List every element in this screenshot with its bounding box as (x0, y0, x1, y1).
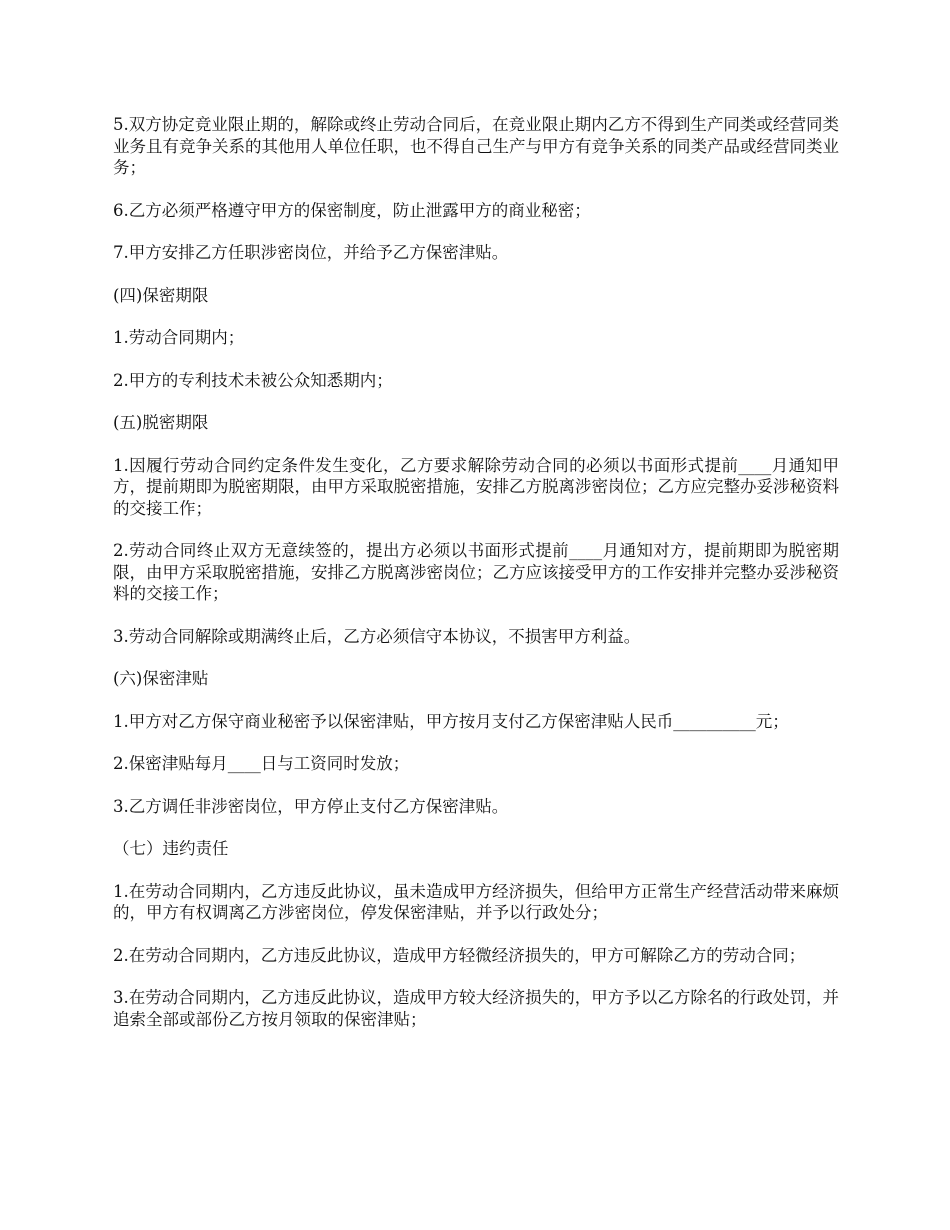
section-heading-liability-for-breach: （七）违约责任 (113, 839, 229, 858)
document-body (113, 114, 839, 1051)
list-item: 2.在劳动合同期内，乙方违反此协议，造成甲方轻微经济损失的，甲方可解除乙方的劳动合同； (113, 945, 806, 965)
section-heading-declassification-period: (五)脱密期限 (113, 413, 209, 432)
list-item: 3.在劳动合同期内，乙方违反此协议，造成甲方较大经济损失的，甲方予以乙方除名的行政处罚，并追索全部或部份乙方按月领取的保密津贴； (113, 988, 839, 1029)
list-item: 1.甲方对乙方保守商业秘密予以保密津贴，甲方按月支付乙方保密津贴人民币__________元； (113, 711, 789, 731)
section-heading-confidentiality-allowance: (六)保密津贴 (113, 669, 209, 688)
list-item: 3.劳动合同解除或期满终止后，乙方必须信守本协议，不损害甲方利益。 (113, 626, 641, 646)
list-item: 3.乙方调任非涉密岗位，甲方停止支付乙方保密津贴。 (113, 796, 509, 816)
list-item: 1.劳动合同期内； (113, 328, 245, 347)
list-item: 2.甲方的专利技术未被公众知悉期内； (113, 370, 393, 390)
list-item: 2.劳动合同终止双方无意续签的，提出方必须以书面形式提前____月通知对方，提前期即为脱密期限，由甲方采取脱密措施，安排乙方脱离涉密岗位；乙方应该接受甲方的工作安排并完整办妥涉秘资料的交接工作； (113, 541, 839, 603)
clause-6-confidentiality-rules: 6.乙方必须严格遵守甲方的保密制度，防止泄露甲方的商业秘密； (113, 200, 591, 220)
clause-7-confidentiality-allowance: 7.甲方安排乙方任职涉密岗位，并给予乙方保密津贴。 (113, 243, 509, 262)
clause-5-non-compete: 5.双方协定竞业限止期的，解除或终止劳动合同后，在竞业限止期内乙方不得到生产同类或经营同类业务且有竞争关系的其他用人单位任职，也不得自己生产与甲方有竞争关系的同类产品或经营同类业务； (113, 115, 839, 177)
list-item: 1.因履行劳动合同约定条件发生变化，乙方要求解除劳动合同的必须以书面形式提前____月通知甲方，提前期即为脱密期限，由甲方采取脱密措施，安排乙方脱离涉密岗位；乙方应完整办妥涉秘资料的交接工作； (113, 455, 839, 518)
list-item: 2.保密津贴每月____日与工资同时发放； (113, 754, 410, 773)
section-heading-confidentiality-period: (四)保密期限 (113, 285, 209, 305)
list-item: 1.在劳动合同期内，乙方违反此协议，虽未造成甲方经济损失，但给甲方正常生产经营活动带来麻烦的，甲方有权调离乙方涉密岗位，停发保密津贴，并予以行政处分； (113, 881, 839, 922)
